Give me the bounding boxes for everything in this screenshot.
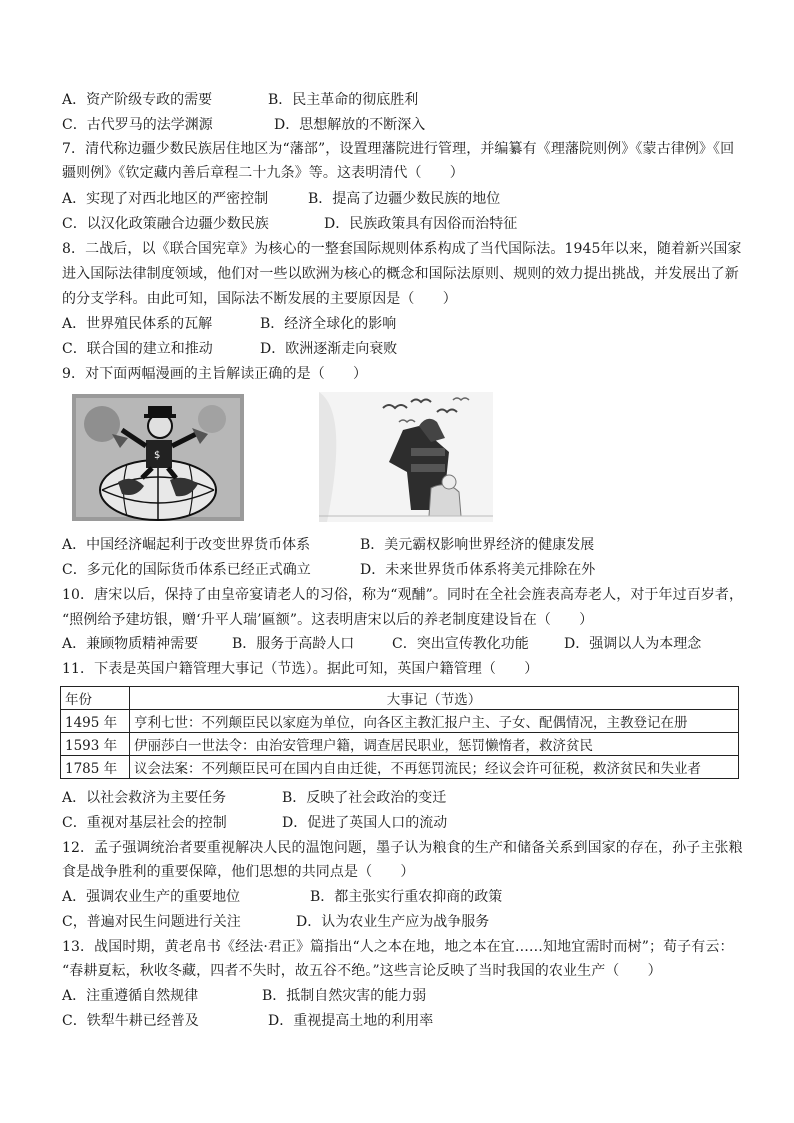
q8-stem-line-2: 进入国际法律制度领域，他们对一些以欧洲为核心的概念和国际法原则、规则的效力提出挑战，并发展出了新: [62, 266, 739, 282]
q10-option-c[interactable]: C．突出宣传教化功能: [392, 636, 529, 652]
q9-option-a[interactable]: A．中国经济崛起利于改变世界货币体系: [62, 537, 311, 553]
table-row: [61, 756, 739, 779]
q12-option-a[interactable]: A．强调农业生产的重要地位: [62, 889, 241, 905]
q10-stem-line-2: “照例给予建坊银，赠‘升平人瑞’匾额”。这表明唐宋以后的养老制度建设旨在（ ）: [62, 612, 594, 628]
q13-option-a[interactable]: A．注重遵循自然规律: [62, 988, 199, 1004]
q13-option-b[interactable]: B．抵制自然灾害的能力弱: [262, 988, 427, 1004]
q10-option-a[interactable]: A．兼顾物质精神需要: [62, 636, 199, 652]
q6-option-b[interactable]: B．民主革命的彻底胜利: [268, 92, 419, 108]
q10-option-d[interactable]: D．强调以人为本理念: [564, 636, 702, 652]
table-row: [61, 710, 739, 733]
q8-stem-line-1: 8．二战后，以《联合国宪章》为核心的一整套国际规则体系构成了当代国际法。1945年以来，随着新兴国家: [62, 241, 742, 257]
table-cell-year: 1495 年: [61, 710, 130, 733]
q13-option-d[interactable]: D．重视提高土地的利用率: [268, 1013, 434, 1029]
q10-option-b[interactable]: B．服务于高龄人口: [232, 636, 355, 652]
q9-stem-line-1: 9．对下面两幅漫画的主旨解读正确的是（ ）: [62, 366, 368, 382]
q11-option-d[interactable]: D．促进了英国人口的流动: [282, 815, 448, 831]
q8-option-d[interactable]: D．欧洲逐渐走向衰败: [260, 341, 398, 357]
q11-option-a[interactable]: A．以社会救济为主要任务: [62, 790, 227, 806]
q13-stem-line-2: “春耕夏耘，秋收冬藏，四者不失时，故五谷不绝。”这些言论反映了当时我国的农业生产（ ）: [62, 963, 662, 979]
table-cell-event: 议会法案：不列颠臣民可在国内自由迁徙，不再惩罚流民；经议会许可征税，救济贫民和失业者: [130, 756, 739, 779]
q11-stem-line-1: 11．下表是英国户籍管理大事记（节选）。据此可知，英国户籍管理（ ）: [62, 661, 539, 677]
q8-option-a[interactable]: A．世界殖民体系的瓦解: [62, 316, 213, 332]
table-header-event: 大事记（节选）: [130, 687, 739, 710]
q7-stem-line-1: 7．清代称边疆少数民族居住地区为“藩部”，设置理藩院进行管理，并编纂有《理藩院则例》《蒙古律例》《回: [62, 141, 735, 157]
q8-stem-line-3: 的分支学科。由此可知，国际法不断发展的主要原因是（ ）: [62, 291, 457, 307]
table-cell-year: 1593 年: [61, 733, 130, 756]
q7-option-c[interactable]: C．以汉化政策融合边疆少数民族: [62, 216, 269, 232]
q11-option-b[interactable]: B．反映了社会政治的变迁: [282, 790, 447, 806]
household-registration-table: [60, 686, 739, 779]
q12-option-b[interactable]: B．都主张实行重农抑商的政策: [310, 889, 503, 905]
q13-option-c[interactable]: C．铁犁牛耕已经普及: [62, 1013, 199, 1029]
q8-option-b[interactable]: B．经济全球化的影响: [260, 316, 397, 332]
q12-stem-line-1: 12．孟子强调统治者要重视解决人民的温饱问题，墨子认为粮食的生产和储备关系到国家的存在，孙子主张粮: [62, 840, 743, 856]
cartoon-2-image: [319, 392, 493, 522]
q12-option-d[interactable]: D．认为农业生产应为战争服务: [296, 914, 490, 930]
cartoon-2-svg: [319, 392, 493, 522]
table-header-year: 年份: [61, 687, 130, 710]
q13-stem-line-1: 13．战国时期，黄老帛书《经法·君正》篇指出“人之本在地，地之本在宜……知地宜需时而树”；荀子有云：: [62, 939, 734, 955]
table-row: [61, 733, 739, 756]
q12-option-c[interactable]: C，普遍对民生问题进行关注: [62, 914, 241, 930]
q9-option-c[interactable]: C．多元化的国际货币体系已经正式确立: [62, 562, 311, 578]
table-header-row: [61, 687, 739, 710]
table-cell-year: 1785 年: [61, 756, 130, 779]
q6-option-c[interactable]: C．古代罗马的法学渊源: [62, 117, 213, 133]
q7-option-d[interactable]: D．民族政策具有因俗而治特征: [324, 216, 518, 232]
q12-stem-line-2: 食是战争胜利的重要保障，他们思想的共同点是（ ）: [62, 864, 415, 880]
q8-option-c[interactable]: C．联合国的建立和推动: [62, 341, 213, 357]
q9-option-b[interactable]: B．美元霸权影响世界经济的健康发展: [360, 537, 595, 553]
q6-option-a[interactable]: A．资产阶级专政的需要: [62, 92, 213, 108]
q7-option-a[interactable]: A．实现了对西北地区的严密控制: [62, 191, 269, 207]
cartoon-1-image: [72, 394, 244, 521]
q10-stem-line-1: 10．唐宋以后，保持了由皇帝宴请老人的习俗，称为“观酺”。同时在全社会旌表高寿老人，对于年过百岁者，: [62, 587, 744, 603]
q9-option-d[interactable]: D．未来世界货币体系将美元排除在外: [360, 562, 596, 578]
table-cell-event: 亨利七世：不列颠臣民以家庭为单位，向各区主教汇报户主、子女、配偶情况，主教登记在册: [130, 710, 739, 733]
cartoon-1-svg: [72, 394, 244, 521]
q7-stem-line-2: 疆则例》《钦定藏内善后章程二十九条》等。这表明清代（ ）: [62, 165, 464, 181]
q11-option-c[interactable]: C．重视对基层社会的控制: [62, 815, 227, 831]
q7-option-b[interactable]: B．提高了边疆少数民族的地位: [308, 191, 501, 207]
table-cell-event: 伊丽莎白一世法令：由治安管理户籍，调查居民职业，惩罚懒惰者，救济贫民: [130, 733, 739, 756]
q6-option-d[interactable]: D．思想解放的不断深入: [274, 117, 426, 133]
svg-text:$: $: [154, 450, 161, 461]
